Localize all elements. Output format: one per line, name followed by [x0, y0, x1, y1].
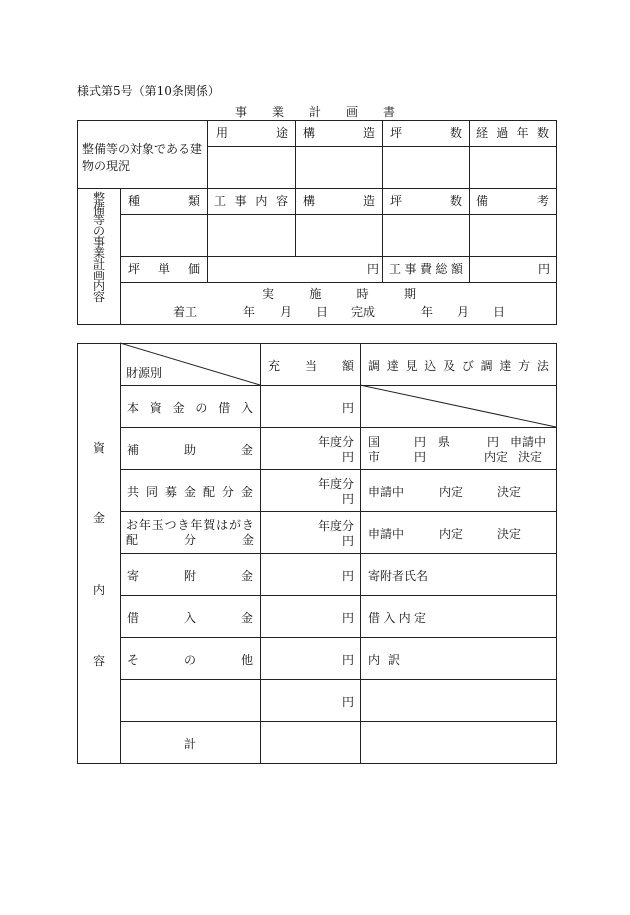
header-shurui: 種 類 [128, 194, 200, 208]
yen-unit: 円 [342, 450, 355, 464]
day-label: 日 [493, 305, 506, 319]
header-youto: 用 途 [216, 126, 288, 140]
status-shinseichuu: 申請中 [368, 527, 405, 541]
status-kettei: 決定 [497, 485, 522, 499]
yen-unit: 円 [342, 569, 355, 583]
hojo-kuni: 国 [368, 435, 381, 449]
month-label: 月 [280, 305, 293, 319]
yen-unit: 円 [342, 401, 355, 415]
row-label-sonota: そ の 他 [127, 653, 253, 667]
nendobun-label: 年度分 [318, 477, 355, 491]
month-label: 月 [457, 305, 470, 319]
yen-unit: 円 [367, 262, 380, 276]
year-label: 年 [421, 305, 434, 319]
status-naitei: 内定 [439, 485, 464, 499]
row-label-hojokin: 補 助 金 [127, 443, 253, 457]
yen-unit: 円 [342, 611, 355, 625]
row-label-otoshidama-2: 配 分 金 [126, 533, 254, 547]
funding-side-label-4: 容 [93, 654, 106, 668]
hojo-kettei: 決定 [518, 450, 543, 464]
current-building-label: 整備等の対象である建物の現況 [82, 142, 203, 173]
status-kettei: 決定 [497, 527, 522, 541]
yen-unit: 円 [538, 262, 551, 276]
yen-unit: 円 [342, 653, 355, 667]
kouji-souhi-label: 工 事 費 総 額 [389, 262, 463, 276]
hojo-shi: 市 [368, 450, 381, 464]
kariire-naitei-label: 借 入 内 定 [368, 611, 426, 625]
document-title: 事 業 計 画 書 [235, 105, 395, 119]
jisshi-jiki-label: 実 施 時 期 [262, 287, 416, 301]
hojo-ken: 県 [438, 435, 451, 449]
row-label-honshikin: 本 資 金 の 借 入 [127, 401, 253, 415]
row-label-kariirekin: 借 入 金 [127, 611, 253, 625]
nendobun-label: 年度分 [318, 435, 355, 449]
day-label: 日 [316, 305, 329, 319]
header-juutou-gaku: 充 当 額 [268, 359, 354, 373]
status-shinseichuu: 申請中 [368, 485, 405, 499]
funding-side-label-3: 内 [93, 583, 106, 597]
yen-unit: 円 [342, 534, 355, 548]
funding-side-label-1: 資 [93, 441, 106, 455]
header-tsubo-2: 坪 数 [390, 194, 462, 208]
uchiwake-label: 内 訳 [368, 653, 400, 667]
row-label-kyoudou-bokin: 共 同 募 金 配 分 金 [127, 485, 253, 499]
hojo-yen: 円 [487, 435, 500, 449]
header-kouzou: 構 造 [303, 126, 375, 140]
project-plan-side-label: 整 備 等 の 事 業 計 画 内 容 [92, 191, 105, 304]
header-bikou: 備 考 [476, 194, 549, 208]
row-label-kifukin: 寄 附 金 [127, 569, 253, 583]
chakkou-label: 着工 [173, 305, 198, 319]
status-naitei: 内定 [439, 527, 464, 541]
header-choutatsu: 調 達 見 込 及 び 調 達 方 法 [368, 359, 549, 373]
header-tsubo: 坪 数 [390, 126, 462, 140]
header-kouji-naiyou: 工 事 内 容 [214, 194, 288, 208]
nendobun-label: 年度分 [318, 519, 355, 533]
hojo-shinseichuu: 申請中 [510, 435, 547, 449]
year-label: 年 [243, 305, 256, 319]
tsubo-tanka-label: 坪 単 価 [128, 262, 200, 276]
yen-unit: 円 [342, 695, 355, 709]
kifusha-shimei-label: 寄附者氏名 [368, 569, 429, 583]
kansei-label: 完成 [351, 305, 376, 319]
header-kouzou-2: 構 造 [303, 194, 375, 208]
hojo-naitei: 内定 [484, 450, 509, 464]
empty-cell-diagonal-line [360, 385, 556, 427]
hojo-yen: 円 [414, 435, 427, 449]
form-number: 様式第5号（第10条関係） [77, 84, 220, 98]
funding-side-label-2: 金 [93, 511, 106, 525]
row-label-kei: 計 [184, 737, 197, 751]
row-label-otoshidama: お 年 玉 つ き 年 賀 は が き [126, 518, 254, 532]
hojo-yen: 円 [414, 450, 427, 464]
yen-unit: 円 [342, 492, 355, 506]
header-keika: 経 過 年 数 [476, 126, 549, 140]
zaigenbetsu-label: 財源別 [126, 366, 163, 380]
